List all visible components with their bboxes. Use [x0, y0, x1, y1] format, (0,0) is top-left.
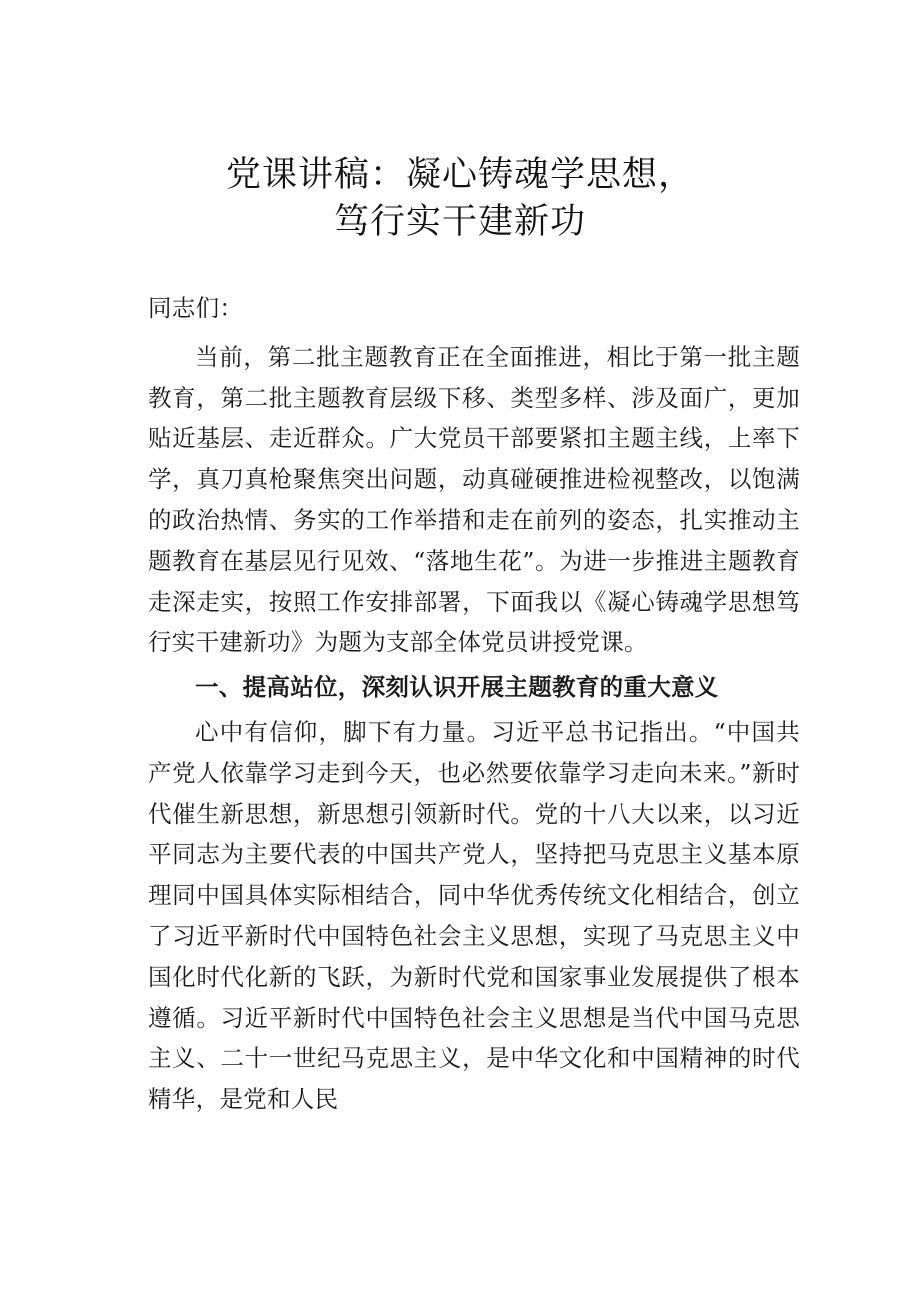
document-body [148, 288, 800, 1120]
title-line-1: 党课讲稿：凝心铸魂学思想， [225, 155, 694, 195]
paragraph-intro: 当前，第二批主题教育正在全面推进，相比于第一批主题教育，第二批主题教育层级下移、类型多样、涉及面广，更加贴近基层、走近群众。广大党员干部要紧扣主题主线，上率下学，真刀真枪聚焦突出问题，动真碰硬推进检视整改，以饱满的政治热情、务实的工作举措和走在前列的姿态，扎实推动主题教育在基层见行见效、“落地生花”。为进一步推进主题教育走深走实，按照工作安排部署，下面我以《凝心铸魂学思想笃行实干建新功》为题为支部全体党员讲授党课。 [148, 342, 800, 657]
section-heading-1: 一、提高站位，深刻认识开展主题教育的重大意义 [195, 673, 719, 702]
document-title [0, 152, 920, 246]
title-line-2: 笃行实干建新功 [333, 202, 586, 242]
paragraph-section-1: 心中有信仰，脚下有力量。习近平总书记指出。“中国共产党人依靠学习走到今天，也必然要依靠学习走向未来。”新时代催生新思想，新思想引领新时代。党的十八大以来，以习近平同志为主要代表的中国共产党人，坚持把马克思主义基本原理同中国具体实际相结合，同中华优秀传统文化相结合，创立了习近平新时代中国特色社会主义思想，实现了马克思主义中国化时代化新的飞跃，为新时代党和国家事业发展提供了根本遵循。习近平新时代中国特色社会主义思想是当代中国马克思主义、二十一世纪马克思主义，是中华文化和中国精神的时代精华，是党和人民 [148, 717, 800, 1114]
salutation: 同志们： [148, 294, 244, 322]
